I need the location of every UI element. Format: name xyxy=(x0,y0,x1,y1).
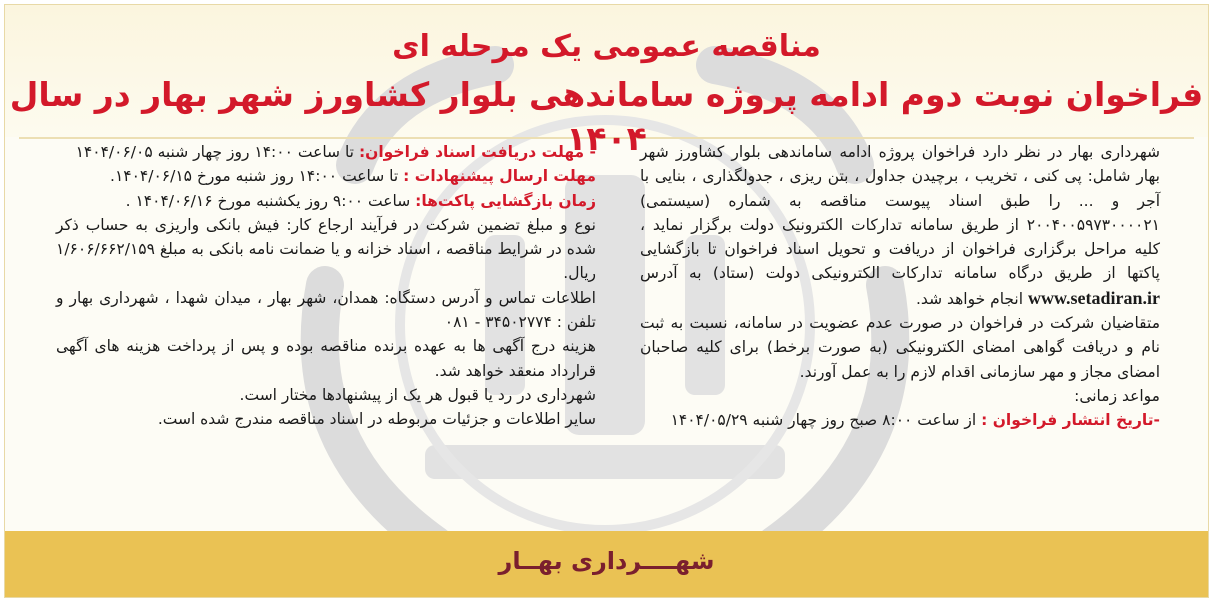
opening-time-value: ساعت ۹:۰۰ روز یکشنبه مورخ ۱۴۰۴/۰۶/۱۶ . xyxy=(125,191,411,210)
opening-time-label: زمان بازگشایی پاکت‌ها: xyxy=(415,191,596,210)
submit-deadline-label: مهلت ارسال پیشنهادات : xyxy=(403,167,596,186)
intro-text: شهرداری بهار در نظر دارد فراخوان پروژه ادامه ساماندهی بلوار کشاورز شهر بهار شامل: پی کنی ، تخریب ، برچیدن جداول ، بتن ریزی ، جدولگذاری ، بنایی با آجر و ... را طبق اسناد پیوست مناقصه به شماره (سیستمی) ۲۰۰۴۰۰۵۹۷۳۰۰۰۰۲۱ از طریق سامانه تدارکات الکترونیک دولت برگزار نماید ، کلیه مراحل برگزاری فراخوان از دریافت و تحویل اسناد فراخوان تا بازگشایی پاکتها از طریق درگاه سامانه تدارکات الکترونیکی دولت (ستاد) به آدرس xyxy=(640,143,1160,283)
receive-deadline-label: - مهلت دریافت اسناد فراخوان: xyxy=(358,143,596,161)
other-info-paragraph: سایر اطلاعات و جزئیات مربوطه در اسناد مناقصه مندرج شده است. xyxy=(157,410,596,429)
tender-advertisement xyxy=(4,4,1209,598)
tender-title: مناقصه عمومی یک مرحله ای xyxy=(392,29,821,64)
guarantee-paragraph: نوع و مبلغ تضمین شرکت در فرآیند ارجاع کار: فیش بانکی واریزی به حساب ذکر شده در شرایط مناقصه ، اسناد خزانه و یا ضمانت نامه بانکی به مبلغ ۱/۶۰۶/۶۶۲/۱۵۹ ریال. xyxy=(56,215,596,283)
setadiran-link[interactable]: www.setadiran.ir xyxy=(1028,287,1160,308)
schedule-heading: مواعد زمانی: xyxy=(1074,386,1160,405)
opening-time-paragraph xyxy=(56,189,596,213)
submit-deadline-paragraph xyxy=(56,164,596,188)
submit-deadline-value: تا ساعت ۱۴:۰۰ روز شنبه مورخ ۱۴۰۴/۰۶/۱۵. xyxy=(110,167,399,186)
rights-paragraph: شهرداری در رد یا قبول هر یک از پیشنهادها مختار است. xyxy=(239,385,596,404)
contact-paragraph: اطلاعات تماس و آدرس دستگاه: همدان، شهر بهار ، میدان شهدا ، شهرداری بهار و تلفن : ۳۴۵۰۲۷۷۴ - ۰۸۱ xyxy=(56,288,596,332)
municipality-signature: شهــــرداری بهــار xyxy=(498,547,715,575)
publish-date-paragraph xyxy=(640,408,1160,432)
left-column xyxy=(56,140,596,432)
tender-subtitle: فراخوان نوبت دوم ادامه پروژه ساماندهی بلوار کشاورز شهر بهار در سال ۱۴۰۴ xyxy=(9,75,1204,158)
intro-end-text: انجام خواهد شد. xyxy=(916,289,1024,308)
membership-paragraph: متقاضیان شرکت در فراخوان در صورت عدم عضویت در سامانه، نسبت به ثبت نام و دریافت گواهی امضای الکترونیکی (به صورت برخط) برای کلیه صاحبان امضای مجاز و مهر سازمانی اقدام لازم را به عمل آورند. xyxy=(640,314,1160,381)
receive-deadline-value: تا ساعت ۱۴:۰۰ روز چهار شنبه ۱۴۰۴/۰۶/۰۵ xyxy=(75,143,354,161)
ad-cost-paragraph: هزینه درج آگهی ها به عهده برنده مناقصه بوده و پس از پرداخت هزینه های آگهی قرارداد منعقد خواهد شد. xyxy=(56,337,596,380)
publish-date-label: -تاریخ انتشار فراخوان : xyxy=(981,411,1160,430)
footer-band xyxy=(5,531,1208,597)
publish-date-value: از ساعت ۸:۰۰ صبح روز چهار شنبه ۱۴۰۴/۰۵/۲۹ xyxy=(670,411,977,430)
intro-paragraph xyxy=(640,140,1160,311)
receive-deadline-paragraph xyxy=(56,140,596,164)
right-column xyxy=(640,140,1160,433)
